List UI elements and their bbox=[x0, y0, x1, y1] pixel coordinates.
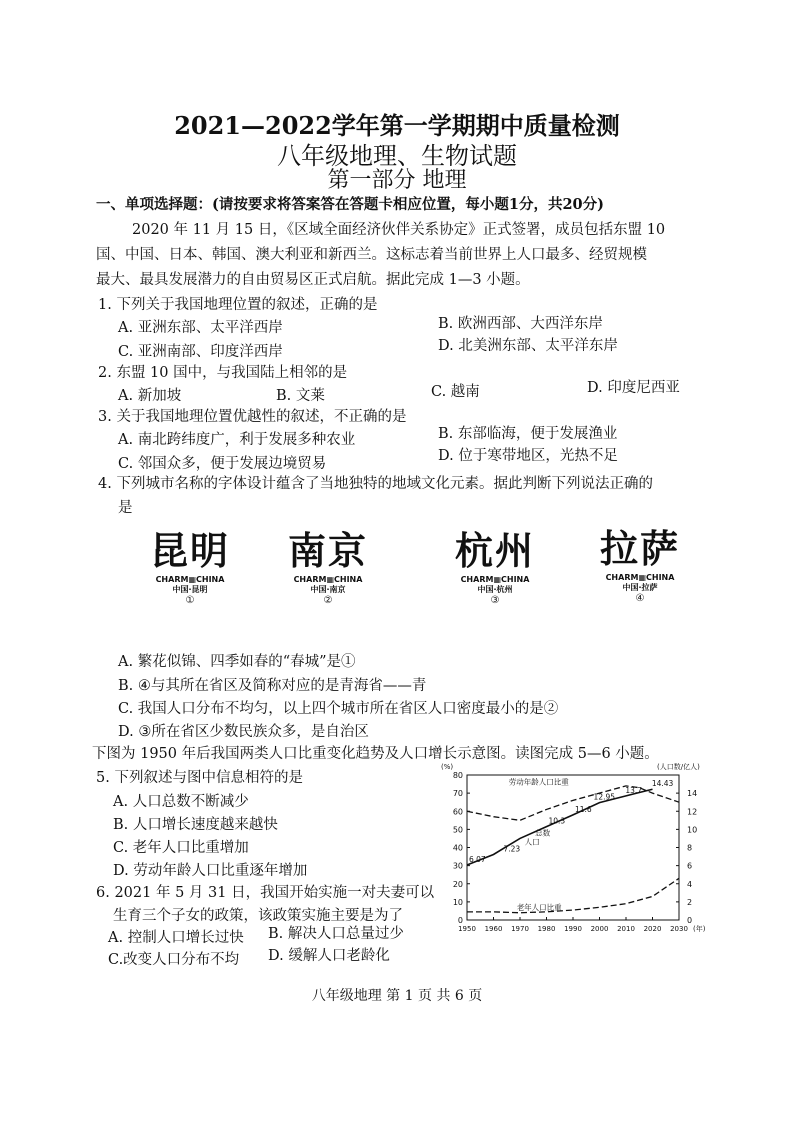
logo-city: 中国·拉萨 bbox=[622, 583, 658, 592]
y-right-tick-label: 0 bbox=[687, 916, 693, 925]
x-tick-label: 2020 bbox=[643, 925, 662, 933]
logo-number: ④ bbox=[635, 593, 645, 604]
exam-subtitle: 八年级地理、生物试题 bbox=[277, 142, 517, 170]
logo-number: ③ bbox=[490, 595, 500, 606]
y-right-tick-label: 10 bbox=[687, 825, 698, 835]
x-tick-label: 1970 bbox=[511, 925, 529, 933]
data-label: 人口 bbox=[524, 837, 540, 847]
q2-option-d: D. 印度尼西亚 bbox=[587, 380, 680, 396]
y-right-tick-label: 8 bbox=[687, 843, 693, 853]
q1-option-d: D. 北美洲东部、太平洋东岸 bbox=[438, 338, 618, 354]
logo-brand: CHARM▦CHINA bbox=[293, 575, 363, 584]
x-tick-label: 1960 bbox=[484, 925, 503, 933]
passage-line-1: 2020 年 11 月 15 日，《区域全面经济伙伴关系协定》正式签署，成员包括东盟 10 bbox=[132, 222, 666, 238]
q1-option-c: C. 亚洲南部、印度洋西岸 bbox=[118, 344, 283, 360]
q1-stem: 1. 下列关于我国地理位置的叙述，正确的是 bbox=[98, 297, 378, 313]
logo-word: 昆明 bbox=[149, 528, 230, 573]
q3-option-d: D. 位于寒带地区，光热不足 bbox=[438, 448, 618, 464]
q5-option-d: D. 劳动年龄人口比重逐年增加 bbox=[113, 863, 308, 879]
data-label: 11.6 bbox=[575, 804, 592, 814]
logo-number: ② bbox=[323, 595, 333, 606]
logo-city: 中国·昆明 bbox=[172, 585, 208, 594]
y-left-tick-label: 70 bbox=[452, 789, 463, 799]
q4-option-a: A. 繁花似锦、四季如春的“春城”是① bbox=[118, 654, 356, 670]
data-label: 劳动年龄人口比重 bbox=[508, 777, 569, 787]
q4-stem-line1: 4. 下列城市名称的字体设计蕴含了当地独特的地域文化元素。据此判断下列说法正确的 bbox=[98, 476, 653, 492]
logo-nanjing bbox=[268, 520, 388, 606]
q5-stem: 5. 下列叙述与图中信息相符的是 bbox=[96, 770, 303, 786]
series-line-2 bbox=[467, 878, 679, 912]
q5-option-c: C. 老年人口比重增加 bbox=[113, 840, 249, 856]
population-chart bbox=[435, 755, 715, 940]
logo-kunming bbox=[135, 520, 245, 606]
q2-option-a: A. 新加坡 bbox=[118, 388, 182, 404]
y-left-tick-label: 80 bbox=[452, 771, 463, 780]
y-left-tick-label: 50 bbox=[452, 825, 463, 835]
q2-option-c: C. 越南 bbox=[431, 384, 480, 400]
q3-option-c: C. 邻国众多，便于发展边境贸易 bbox=[118, 456, 327, 472]
y-left-tick-label: 20 bbox=[452, 879, 463, 889]
q5-option-b: B. 人口增长速度越来越快 bbox=[113, 817, 278, 833]
logo-hangzhou bbox=[435, 520, 555, 606]
y-right-tick-label: 6 bbox=[687, 861, 693, 871]
x-tick-label: 1990 bbox=[564, 925, 582, 933]
logo-brand: CHARM▦CHINA bbox=[155, 575, 225, 584]
x-tick-label: 1950 bbox=[458, 925, 476, 933]
q6-option-a: A. 控制人口增长过快 bbox=[108, 930, 244, 946]
part-title: 第一部分 地理 bbox=[327, 168, 467, 193]
q1-option-a: A. 亚洲东部、太平洋西岸 bbox=[118, 320, 283, 336]
passage-line-2: 国、中国、日本、韩国、澳大利亚和新西兰。这标志着当前世界上人口最多、经贸规模 bbox=[96, 247, 647, 263]
y-left-tick-label: 0 bbox=[457, 916, 463, 925]
q6-option-b: B. 解决人口总量过少 bbox=[268, 926, 404, 942]
q4-option-b: B. ④与其所在省区及简称对应的是青海省——青 bbox=[118, 678, 427, 694]
logo-brand: CHARM▦CHINA bbox=[605, 573, 675, 582]
q3-stem: 3. 关于我国地理位置优越性的叙述，不正确的是 bbox=[98, 409, 407, 425]
q6-stem-line1: 6. 2021 年 5 月 31 日，我国开始实施一对夫妻可以 bbox=[96, 885, 435, 901]
x-tick-label: 2030 bbox=[670, 925, 688, 933]
data-label: 6.07 bbox=[469, 854, 486, 864]
y-left-tick-label: 60 bbox=[452, 807, 463, 817]
q2-option-b: B. 文莱 bbox=[276, 388, 325, 404]
x-unit-label: (年) bbox=[693, 925, 706, 933]
q4-option-c: C. 我国人口分布不均匀，以上四个城市所在省区人口密度最小的是② bbox=[118, 701, 559, 717]
logo-word: 拉萨 bbox=[599, 526, 680, 571]
q3-option-b: B. 东部临海，便于发展渔业 bbox=[438, 426, 618, 442]
logo-number: ① bbox=[185, 595, 195, 606]
q5-option-a: A. 人口总数不断减少 bbox=[113, 794, 249, 810]
data-label: 7.23 bbox=[503, 844, 521, 854]
series-line-1 bbox=[467, 789, 653, 865]
data-label: 13.7 bbox=[625, 785, 643, 795]
y-left-tick-label: 10 bbox=[452, 897, 463, 907]
q4-option-d: D. ③所在省区少数民族众多，是自治区 bbox=[118, 724, 369, 740]
q4-stem-line2: 是 bbox=[118, 500, 133, 516]
logo-city: 中国·南京 bbox=[310, 585, 346, 594]
logo-word: 南京 bbox=[287, 528, 368, 573]
q6-option-d: D. 缓解人口老龄化 bbox=[268, 948, 390, 964]
y-right-tick-label: 14 bbox=[687, 789, 698, 799]
y-right-tick-label: 2 bbox=[687, 897, 693, 907]
q6-option-c: C.改变人口分布不均 bbox=[108, 952, 240, 968]
x-tick-label: 2000 bbox=[590, 925, 609, 933]
logo-city: 中国·杭州 bbox=[477, 585, 513, 594]
data-label: 老年人口比重 bbox=[516, 902, 562, 912]
data-label: 10.3 bbox=[548, 816, 566, 826]
y-right-tick-label: 12 bbox=[687, 807, 698, 817]
intro-q5-q6: 下图为 1950 年后我国两类人口比重变化趋势及人口增长示意图。读图完成 5—6 小题。 bbox=[92, 746, 659, 762]
x-tick-label: 1980 bbox=[537, 925, 556, 933]
data-label: 总数 bbox=[535, 828, 551, 838]
y-left-tick-label: 30 bbox=[452, 861, 463, 871]
q2-stem: 2. 东盟 10 国中，与我国陆上相邻的是 bbox=[98, 365, 348, 381]
q3-option-a: A. 南北跨纬度广，利于发展多种农业 bbox=[118, 432, 356, 448]
q6-stem-line2: 生育三个子女的政策，该政策实施主要是为了 bbox=[113, 908, 403, 924]
logo-brand: CHARM▦CHINA bbox=[460, 575, 530, 584]
logo-lasa bbox=[580, 518, 700, 604]
x-tick-label: 2010 bbox=[617, 925, 635, 933]
y-right-axis-label: (人口数/亿人) bbox=[657, 763, 700, 771]
y-right-tick-label: 4 bbox=[687, 879, 693, 889]
exam-title: 2021—2022学年第一学期期中质量检测 bbox=[174, 111, 620, 140]
data-label: 14.43 bbox=[651, 779, 674, 789]
y-left-axis-label: (%) bbox=[441, 763, 454, 771]
data-label: 12.95 bbox=[593, 792, 616, 802]
passage-line-3: 最大、最具发展潜力的自由贸易区正式启航。据此完成 1—3 小题。 bbox=[96, 272, 530, 288]
logo-word: 杭州 bbox=[454, 528, 535, 573]
page-footer: 八年级地理 第 1 页 共 6 页 bbox=[311, 988, 483, 1004]
q1-option-b: B. 欧洲西部、大西洋东岸 bbox=[438, 316, 603, 332]
y-left-tick-label: 40 bbox=[452, 843, 463, 853]
section-heading: 一、单项选择题：(请按要求将答案答在答题卡相应位置，每小题1分，共20分) bbox=[96, 196, 604, 213]
